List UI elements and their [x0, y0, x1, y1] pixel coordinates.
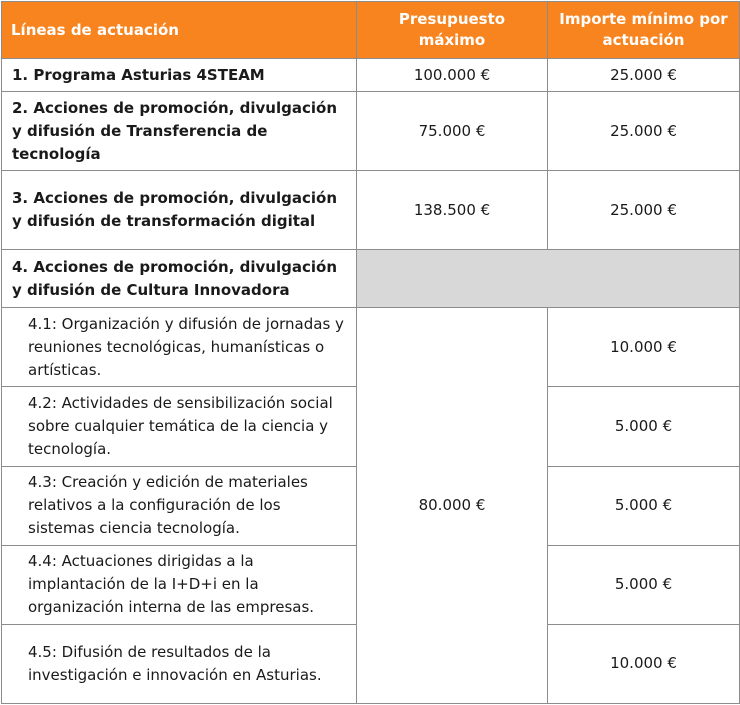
line-4: 4. Acciones de promoción, divulgación y difusión de Cultura Innovadora	[2, 250, 357, 308]
budget-3: 138.500 €	[357, 171, 548, 250]
table-row	[2, 250, 740, 308]
minimum-1: 25.000 €	[548, 59, 740, 92]
line-4-shaded-cell	[357, 250, 740, 308]
minimum-4-1: 10.000 €	[548, 308, 740, 387]
table-row	[2, 308, 740, 387]
table-row	[2, 59, 740, 92]
line-4-2: 4.2: Actividades de sensibilización social sobre cualquier temática de la ciencia y tecnología.	[2, 387, 357, 466]
header-row	[2, 2, 740, 59]
minimum-2: 25.000 €	[548, 92, 740, 171]
line-2: 2. Acciones de promoción, divulgación y difusión de Transferencia de tecnología	[2, 92, 357, 171]
line-4-3: 4.3: Creación y edición de materiales relativos a la configuración de los sistemas ciencia tecnología.	[2, 466, 357, 545]
line-4-1: 4.1: Organización y difusión de jornadas y reuniones tecnológicas, humanísticas o artísticas.	[2, 308, 357, 387]
funding-table	[1, 1, 740, 704]
header-minimum: Importe mínimo por actuación	[548, 2, 740, 59]
line-4-4: 4.4: Actuaciones dirigidas a la implantación de la I+D+i en la organización interna de las empresas.	[2, 545, 357, 624]
minimum-4-5: 10.000 €	[548, 624, 740, 703]
minimum-3: 25.000 €	[548, 171, 740, 250]
line-3: 3. Acciones de promoción, divulgación y difusión de transformación digital	[2, 171, 357, 250]
budget-2: 75.000 €	[357, 92, 548, 171]
header-lines: Líneas de actuación	[2, 2, 357, 59]
minimum-4-4: 5.000 €	[548, 545, 740, 624]
minimum-4-2: 5.000 €	[548, 387, 740, 466]
minimum-4-3: 5.000 €	[548, 466, 740, 545]
line-1: 1. Programa Asturias 4STEAM	[2, 59, 357, 92]
line-4-5: 4.5: Difusión de resultados de la investigación e innovación en Asturias.	[2, 624, 357, 703]
shared-budget-4: 80.000 €	[357, 308, 548, 704]
header-budget: Presupuesto máximo	[357, 2, 548, 59]
table-row	[2, 171, 740, 250]
table-row	[2, 92, 740, 171]
budget-1: 100.000 €	[357, 59, 548, 92]
